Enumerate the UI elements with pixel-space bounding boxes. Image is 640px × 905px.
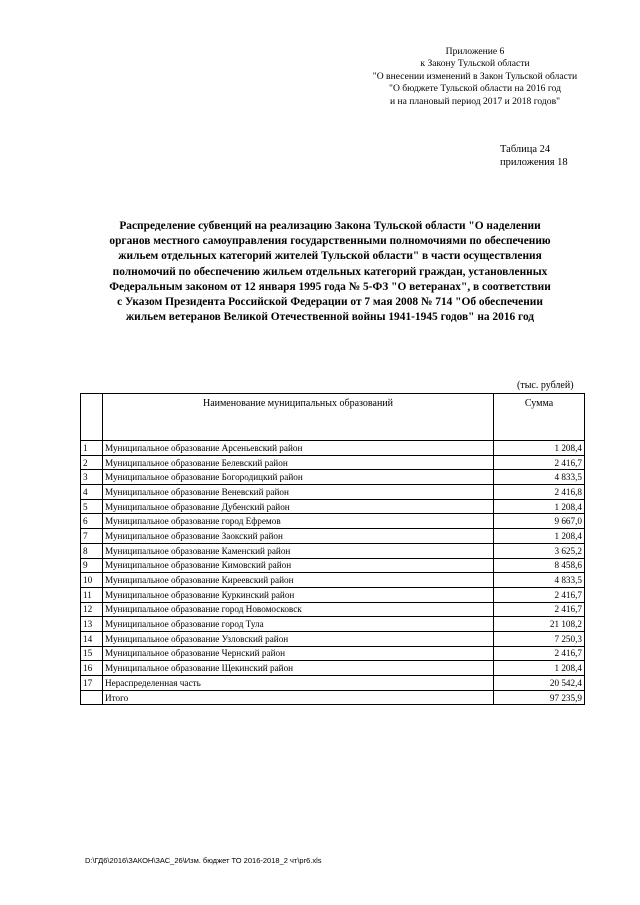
row-name-cell: Муниципальное образование Веневский район bbox=[103, 485, 494, 500]
row-name-cell: Муниципальное образование Белевский район bbox=[103, 455, 494, 470]
row-sum-cell: 1 208,4 bbox=[494, 441, 585, 456]
row-name-cell: Муниципальное образование Чернский район bbox=[103, 646, 494, 661]
row-name-cell: Итого bbox=[103, 690, 494, 705]
row-name-cell: Муниципальное образование Дубенский район bbox=[103, 499, 494, 514]
row-sum-cell: 4 833,5 bbox=[494, 573, 585, 588]
row-number-cell: 12 bbox=[81, 602, 103, 617]
row-sum-cell: 20 542,4 bbox=[494, 676, 585, 691]
title-line: органов местного самоуправления государственными полномочиями по обеспечению bbox=[109, 235, 551, 248]
row-sum-cell: 9 667,0 bbox=[494, 514, 585, 529]
table-row bbox=[81, 602, 585, 617]
row-name-cell: Муниципальное образование город Тула bbox=[103, 617, 494, 632]
table-row bbox=[81, 455, 585, 470]
row-number-cell bbox=[81, 690, 103, 705]
row-sum-cell: 1 208,4 bbox=[494, 529, 585, 544]
row-sum-cell: 7 250,3 bbox=[494, 631, 585, 646]
row-number-cell: 3 bbox=[81, 470, 103, 485]
row-sum-cell: 2 416,7 bbox=[494, 455, 585, 470]
table-row bbox=[81, 631, 585, 646]
table-reference-line-1: Таблица 24 bbox=[500, 144, 551, 155]
table-row bbox=[81, 485, 585, 500]
appendix-line-3: "О внесении изменений в Закон Тульской области bbox=[372, 70, 578, 82]
table-row bbox=[81, 543, 585, 558]
file-path-footer: D:\ГД6\2016\ЗАКОН\ЗАС_26\Изм. бюджет ТО 2016-2018_2 чт\pr6.xls bbox=[85, 856, 322, 865]
appendix-line-4: "О бюджете Тульской области на 2016 год bbox=[389, 83, 561, 95]
row-number-cell: 11 bbox=[81, 587, 103, 602]
row-number-cell: 9 bbox=[81, 558, 103, 573]
title-line: жильем отдельных категорий жителей Тульской области" в части осуществления bbox=[118, 250, 542, 263]
appendix-header bbox=[330, 46, 620, 108]
row-number-cell: 5 bbox=[81, 499, 103, 514]
appendix-line-2: к Закону Тульской области bbox=[420, 58, 530, 70]
row-number-cell: 4 bbox=[81, 485, 103, 500]
row-name-cell: Муниципальное образование город Новомосковск bbox=[103, 602, 494, 617]
row-number-cell: 6 bbox=[81, 514, 103, 529]
table-row bbox=[81, 558, 585, 573]
row-name-cell: Муниципальное образование Куркинский район bbox=[103, 587, 494, 602]
row-name-cell: Муниципальное образование Заокский район bbox=[103, 529, 494, 544]
title-line: Федеральным законом от 12 января 1995 года № 5-ФЗ "О ветеранах", в соответствии bbox=[109, 280, 551, 293]
row-name-cell: Муниципальное образование Богородицкий район bbox=[103, 470, 494, 485]
row-number-cell: 17 bbox=[81, 676, 103, 691]
table-header-row bbox=[81, 394, 585, 441]
table-row bbox=[81, 587, 585, 602]
row-number-cell: 2 bbox=[81, 455, 103, 470]
table-row bbox=[81, 470, 585, 485]
row-number-cell: 8 bbox=[81, 543, 103, 558]
row-name-cell: Муниципальное образование Щекинский район bbox=[103, 661, 494, 676]
row-name-cell: Нераспределенная часть bbox=[103, 676, 494, 691]
table-reference-line-2: приложения 18 bbox=[500, 157, 568, 168]
header-number-cell bbox=[81, 394, 103, 441]
title-line: Распределение субвенций на реализацию Закона Тульской области "О наделении bbox=[119, 220, 541, 232]
row-name-cell: Муниципальное образование Арсеньевский район bbox=[103, 441, 494, 456]
row-number-cell: 15 bbox=[81, 646, 103, 661]
row-name-cell: Муниципальное образование Кимовский район bbox=[103, 558, 494, 573]
table-row bbox=[81, 646, 585, 661]
row-sum-cell: 3 625,2 bbox=[494, 543, 585, 558]
title-line: жильем ветеранов Великой Отечественной войны 1941-1945 годов" на 2016 год bbox=[125, 311, 535, 324]
header-sum-cell: Сумма bbox=[494, 394, 585, 441]
row-sum-cell: 2 416,7 bbox=[494, 587, 585, 602]
row-sum-cell: 1 208,4 bbox=[494, 661, 585, 676]
row-number-cell: 10 bbox=[81, 573, 103, 588]
table-row bbox=[81, 514, 585, 529]
row-sum-cell: 4 833,5 bbox=[494, 470, 585, 485]
units-label: (тыс. рублей) bbox=[517, 380, 574, 391]
appendix-line-5: и на плановый период 2017 и 2018 годов" bbox=[389, 95, 561, 107]
row-sum-cell: 97 235,9 bbox=[494, 690, 585, 705]
row-sum-cell: 8 458,6 bbox=[494, 558, 585, 573]
title-line: с Указом Президента Российской Федерации от 7 мая 2008 № 714 "Об обеспечении bbox=[117, 296, 543, 309]
table-row bbox=[81, 661, 585, 676]
row-name-cell: Муниципальное образование Каменский район bbox=[103, 543, 494, 558]
row-number-cell: 16 bbox=[81, 661, 103, 676]
row-sum-cell: 1 208,4 bbox=[494, 499, 585, 514]
row-number-cell: 13 bbox=[81, 617, 103, 632]
title-line: полномочий по обеспечению жильем отдельных категорий граждан, установленных bbox=[112, 265, 548, 278]
appendix-line-1: Приложение 6 bbox=[445, 46, 505, 57]
row-sum-cell: 21 108,2 bbox=[494, 617, 585, 632]
row-number-cell: 1 bbox=[81, 441, 103, 456]
row-number-cell: 7 bbox=[81, 529, 103, 544]
table-row bbox=[81, 573, 585, 588]
table-row bbox=[81, 617, 585, 632]
table-row bbox=[81, 441, 585, 456]
row-name-cell: Муниципальное образование Узловский район bbox=[103, 631, 494, 646]
table-row bbox=[81, 676, 585, 691]
subvention-table bbox=[80, 393, 585, 705]
table-row bbox=[81, 499, 585, 514]
row-sum-cell: 2 416,7 bbox=[494, 602, 585, 617]
table-row bbox=[81, 690, 585, 705]
row-number-cell: 14 bbox=[81, 631, 103, 646]
row-name-cell: Муниципальное образование город Ефремов bbox=[103, 514, 494, 529]
row-sum-cell: 2 416,7 bbox=[494, 646, 585, 661]
header-name-cell: Наименование муниципальных образований bbox=[103, 394, 494, 441]
table-reference bbox=[500, 143, 568, 169]
row-sum-cell: 2 416,8 bbox=[494, 485, 585, 500]
table-row bbox=[81, 529, 585, 544]
document-title bbox=[70, 219, 590, 325]
row-name-cell: Муниципальное образование Киреевский район bbox=[103, 573, 494, 588]
